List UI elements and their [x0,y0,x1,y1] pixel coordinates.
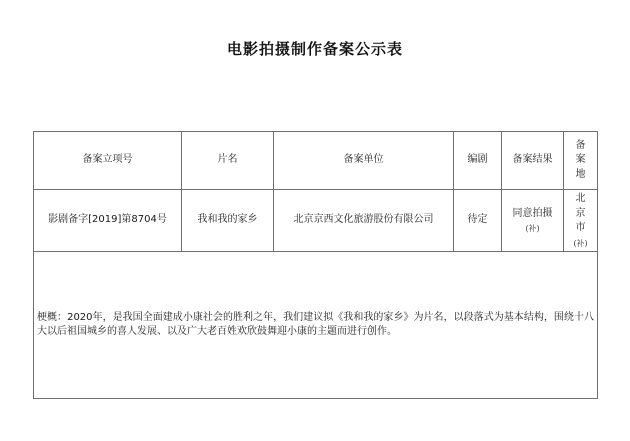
column-header-record-place [564,132,598,190]
record-place-char1: 北 [575,193,586,204]
column-header-record-unit: 备案单位 [274,132,454,190]
cell-record-no: 影剧备字[2019]第8704号 [34,190,182,252]
summary-text: 梗概：2020年，是我国全面建成小康社会的胜利之年，我们建议拟《我和我的家乡》为片名，以段落式为基本结构，围绕十八大以后祖国城乡的喜人发展、以及广大老百姓欢欣鼓舞迎小康的主题而进行创作。 [37,311,594,338]
cell-record-result [502,190,564,252]
column-header-record-no: 备案立项号 [34,132,182,190]
column-header-record-place-char1: 备 [575,139,586,151]
column-header-record-place-char3: 地 [575,168,586,180]
column-header-film-title: 片名 [182,132,274,190]
record-place-char2: 京 [575,207,586,219]
column-header-record-place-char2: 案 [575,154,586,166]
cell-record-unit: 北京京西文化旅游股份有限公司 [274,190,454,252]
cell-film-title: 我和我的家乡 [182,190,274,252]
table-header-row [34,132,598,190]
cell-summary [34,252,598,399]
cell-screenwriter: 待定 [454,190,502,252]
page-title: 电影拍摄制作备案公示表 [226,40,403,58]
document-page [0,38,630,441]
record-place-char3: 市 [575,222,586,233]
record-result-annotation: (补) [525,223,540,233]
table-summary-row [34,252,598,399]
status-badge: 同意拍摄 [512,208,553,219]
table-row [34,190,598,252]
column-header-screenwriter: 编剧 [454,132,502,190]
cell-record-place [564,190,598,252]
column-header-record-result: 备案结果 [502,132,564,190]
film-record-table [33,131,598,399]
record-table-container [33,131,597,399]
record-place-annotation: (补) [573,238,588,248]
